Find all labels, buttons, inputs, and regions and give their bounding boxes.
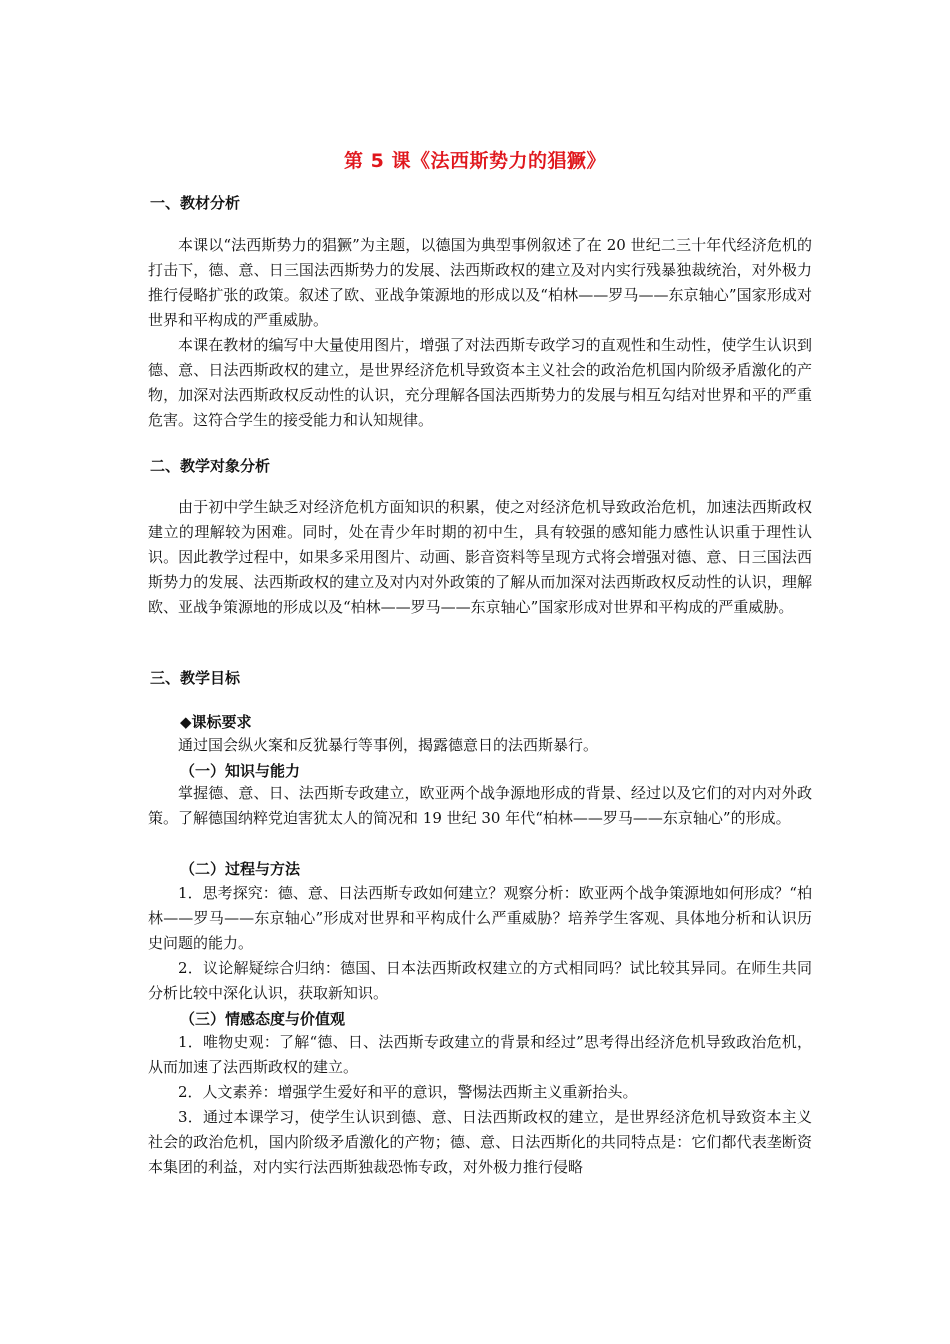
process-method-item-2: 2．议论解疑综合归纳：德国、日本法西斯政权建立的方式相同吗？试比较其异同。在师生共同分析比较中深化认识，获取新知识。: [148, 959, 812, 1002]
process-method-heading: （二）过程与方法: [180, 860, 301, 878]
knowledge-ability-text: 掌握德、意、日、法西斯专政建立，欧亚两个战争源地形成的背景、经过以及它们的对内对外政策。了解德国纳粹党迫害犹太人的简况和 19 世纪 30 年代“柏林——罗马——东京轴心”的形成。: [148, 784, 812, 827]
document-title: 第 5 课《法西斯势力的猖獗》: [344, 150, 606, 172]
knowledge-ability-heading: （一）知识与能力: [180, 762, 301, 780]
section-1-paragraph-2: 本课在教材的编写中大量使用图片，增强了对法西斯专政学习的直观性和生动性，使学生认识到德、意、日法西斯政权的建立，是世界经济危机导致资本主义社会的政治危机国内阶级矛盾激化的产物，加深对法西斯政权反动性的认识，充分理解各国法西斯势力的发展与相互勾结对世界和平的严重危害。这符合学生的接受能力和认知规律。: [148, 336, 812, 429]
section-heading-2: 二、教学对象分析: [150, 457, 271, 475]
emotion-values-item-3: 3．通过本课学习，使学生认识到德、意、日法西斯政权的建立，是世界经济危机导致资本主义社会的政治危机，国内阶级矛盾激化的产物；德、意、日法西斯化的共同特点是：它们都代表垄断资本集团的利益，对内实行法西斯独裁恐怖专政，对外极力推行侵略: [148, 1108, 812, 1176]
emotion-values-item-1: 1．唯物史观：了解“德、日、法西斯专政建立的背景和经过”思考得出经济危机导致政治危机，从而加速了法西斯政权的建立。: [148, 1033, 812, 1076]
curriculum-standard-heading: ◆课标要求: [180, 713, 252, 731]
section-heading-1: 一、教材分析: [150, 194, 241, 212]
curriculum-standard-text: 通过国会纵火案和反犹暴行等事例，揭露德意日的法西斯暴行。: [178, 736, 599, 754]
process-method-item-1: 1．思考探究：德、意、日法西斯专政如何建立？观察分析：欧亚两个战争策源地如何形成？“柏林——罗马——东京轴心”形成对世界和平构成什么严重威胁？培养学生客观、具体地分析和认识历史问题的能力。: [148, 884, 812, 952]
section-1-paragraph-1: 本课以“法西斯势力的猖獗”为主题，以德国为典型事例叙述了在 20 世纪二三十年代经济危机的打击下，德、意、日三国法西斯势力的发展、法西斯政权的建立及对内实行残暴独裁统治，对外极力推行侵略扩张的政策。叙述了欧、亚战争策源地的形成以及“柏林——罗马——东京轴心”国家形成对世界和平构成的严重威胁。: [148, 236, 812, 329]
emotion-values-heading: （三）情感态度与价值观: [180, 1010, 346, 1028]
section-heading-3: 三、教学目标: [150, 669, 241, 687]
section-2-paragraph-1: 由于初中学生缺乏对经济危机方面知识的积累，使之对经济危机导致政治危机，加速法西斯政权建立的理解较为困难。同时，处在青少年时期的初中生，具有较强的感知能力感性认识重于理性认识。因此教学过程中，如果多采用图片、动画、影音资料等呈现方式将会增强对德、意、日三国法西斯势力的发展、法西斯政权的建立及对内对外政策的了解从而加深对法西斯政权反动性的认识，理解欧、亚战争策源地的形成以及“柏林——罗马——东京轴心”国家形成对世界和平构成的严重威胁。: [148, 498, 812, 616]
emotion-values-item-2: 2．人文素养：增强学生爱好和平的意识，警惕法西斯主义重新抬头。: [178, 1083, 638, 1101]
